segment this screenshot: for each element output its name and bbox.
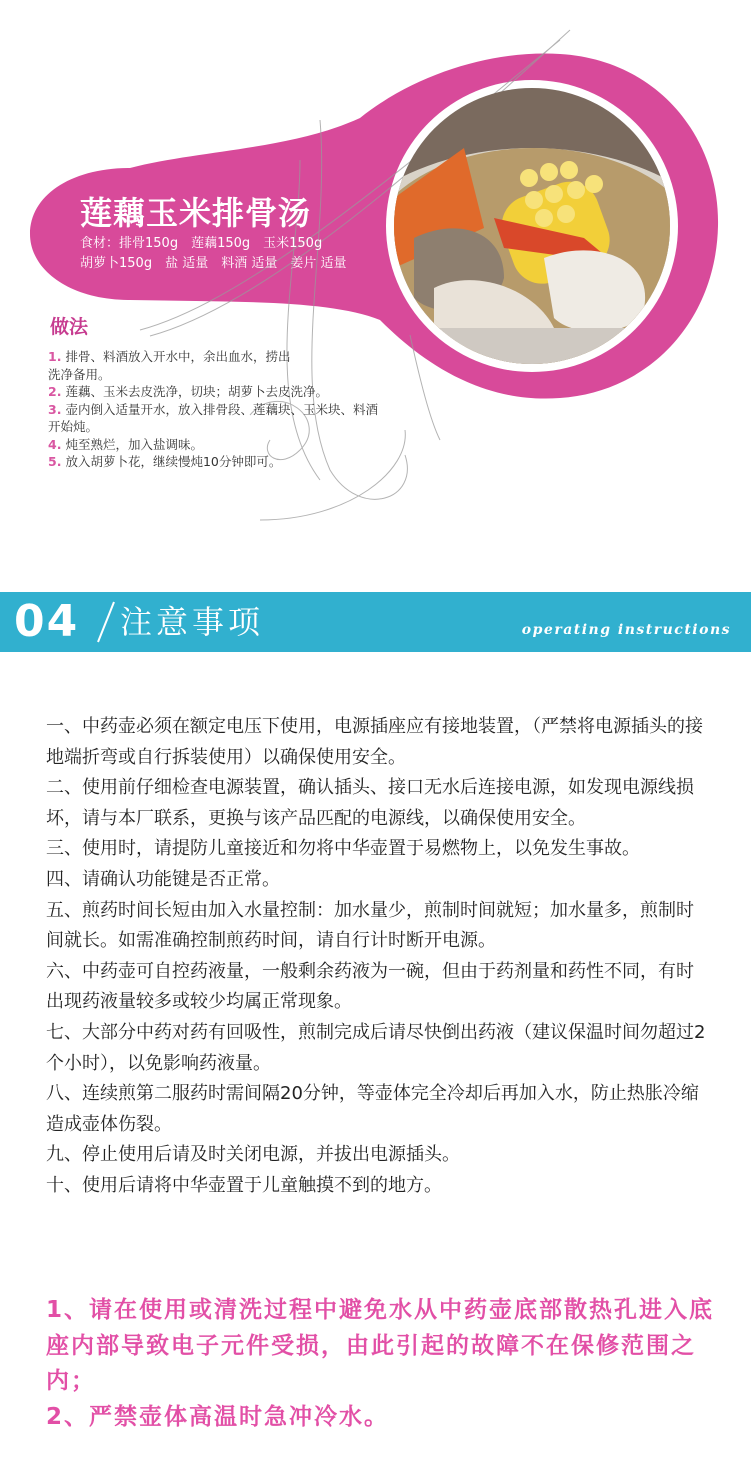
method-title: 做法 — [50, 316, 89, 338]
precaution-item: 九、停止使用后请及时关闭电源，并拔出电源插头。 — [46, 1144, 460, 1166]
ingredients-line: 食材：排骨150g 莲藕150g 玉米150g — [80, 236, 323, 251]
precaution-item: 六、中药壶可自控药液量，一般剩余药液为一碗，但由于药剂量和药性不同，有时出现药液量较多或较少均属正常现象。 — [46, 960, 694, 1013]
step-number: 4. — [48, 436, 62, 452]
section-number: 04 — [14, 596, 80, 647]
precaution-item: 十、使用后请将中华壶置于儿童触摸不到的地方。 — [46, 1174, 442, 1196]
section-subtitle: operating instructions — [521, 622, 731, 638]
precautions-list — [46, 712, 708, 1202]
step-number: 3. — [48, 401, 62, 417]
step-line — [48, 401, 378, 419]
ingredients-list — [80, 234, 346, 274]
method-steps — [48, 348, 378, 471]
step-number: 2. — [48, 384, 62, 399]
section-header — [0, 592, 751, 652]
step-text: 莲藕、玉米去皮洗净，切块；胡萝卜去皮洗净。 — [65, 384, 328, 399]
step-text: 排骨、料酒放入开水中，余出血水，捞出 — [65, 349, 291, 364]
step-text: 洗净备用。 — [48, 366, 111, 382]
warnings-list — [46, 1293, 716, 1435]
warning-item: 1、请在使用或清洗过程中避免水从中药壶底部散热孔进入底座内部导致电子元件受损，由此引起的故障不在保修范围之内； — [46, 1297, 715, 1394]
step-number: 5. — [48, 454, 62, 469]
precaution-item: 四、请确认功能键是否正常。 — [46, 868, 280, 890]
soup-bowl-photo — [394, 88, 670, 364]
step-text: 放入胡萝卜花，继续慢炖10分钟即可。 — [65, 454, 282, 469]
precaution-item: 七、大部分中药对药有回吸性，煎制完成后请尽快倒出药液（建议保温时间勿超过2个小时），以免影响药液量。 — [46, 1021, 706, 1074]
precaution-item: 三、使用时，请提防儿童接近和勿将中华壶置于易燃物上，以免发生事故。 — [46, 838, 640, 860]
slash-divider-icon — [94, 598, 118, 646]
ingredients-line: 胡萝卜150g 盐 适量 料酒 适量 姜片 适量 — [80, 256, 347, 271]
section-title: 注意事项 — [120, 603, 265, 641]
step-text: 炖至熟烂，加入盐调味。 — [65, 436, 203, 452]
precaution-item: 二、使用前仔细检查电源装置，确认插头、接口无水后连接电源，如发现电源线损坏，请与本厂联系，更换与该产品匹配的电源线，以确保使用安全。 — [46, 777, 694, 829]
step-line — [48, 453, 378, 471]
precaution-item: 五、煎药时间长短由加入水量控制：加水量少，煎制时间就短；加水量多，煎制时间就长。如需准确控制煎药时间，请自行计时断开电源。 — [46, 899, 694, 952]
step-line — [48, 418, 378, 436]
warning-item: 2、严禁壶体高温时急冲冷水。 — [46, 1403, 390, 1430]
step-text: 开始炖。 — [48, 419, 99, 434]
step-line — [48, 436, 378, 454]
recipe-title: 莲藕玉米排骨汤 — [80, 194, 312, 232]
step-number: 1. — [48, 349, 62, 364]
step-text: 壶内倒入适量开水，放入排骨段、莲藕块、玉米块、料酒 — [65, 401, 378, 417]
step-line — [48, 383, 378, 401]
step-line — [48, 366, 378, 384]
step-line — [48, 348, 378, 366]
precaution-item: 一、中药壶必须在额定电压下使用，电源插座应有接地装置，（严禁将电源插头的接地端折弯或自行拆装使用）以确保使用安全。 — [46, 716, 703, 768]
precaution-item: 八、连续煎第二服药时需间隔20分钟，等壶体完全冷却后再加入水，防止热胀冷缩造成壶体伤裂。 — [46, 1083, 699, 1135]
